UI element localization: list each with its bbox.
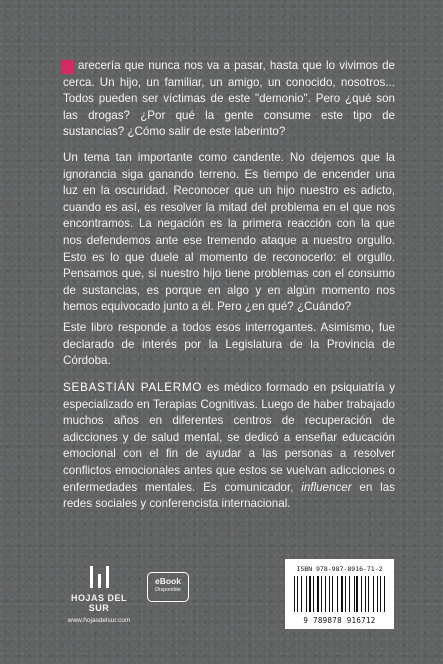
barcode-stripe	[378, 576, 379, 612]
author-bio-influencer: influencer	[301, 480, 352, 494]
barcode-stripe	[337, 576, 338, 612]
author-bio-text-b: en las redes sociales y conferencista internacional.	[63, 480, 395, 511]
barcode-stripe	[302, 576, 304, 612]
barcode-stripe	[363, 576, 364, 612]
isbn-label: ISBN 978-987-8916-71-2	[296, 565, 383, 573]
author-bio-text-a: es médico formado en psiquiatría y especializado en Terapias Cognitivas. Luego de haber trabajado muchos años en diferentes centros de recuperación de adicciones y de salud mental, se dedicó a enseñar educación emocional con el fin de ayudar a las personas a resolver conflictos emocionales antes que estos se vuelvan adicciones o enfermedades mentales. Es comunicador,	[63, 381, 395, 494]
barcode-stripe	[368, 576, 369, 612]
author-name: SEBASTIÁN PALERMO	[63, 381, 203, 394]
body-paragraph-1: Un tema tan importante como candente. No dejemos que la ignorancia siga ganando terreno. Es tiempo de encender una luz en la oscuridad. Reconocer que un hijo nuestro es adicto, cuando es así, es resolver la mitad del problema en el que nos encontramos. La negación es la primera reacción con la que nos defendemos ante ese tremendo ataque a nuestro orgullo. Esto es lo que duele al momento de reconocerlo: el orgullo. Pensamos que, si nuestro hijo tiene problemas con el consumo de sustancias, es porque en algo y en algún momento nos hemos equivocado junto a él. Pero ¿en qué? ¿Cuándo?	[63, 151, 395, 314]
intro-text: arecería que nunca nos va a pasar, hasta que lo vivimos de cerca. Un hijo, un familiar, un amigo, un conocido, nosotros... Todos pueden ser víctimas de este "demonio". Pero ¿qué son las drogas? ¿Por qué la gente consume este tipo de sustancias? ¿Cómo salir de este laberinto?	[63, 59, 395, 139]
barcode-stripe	[386, 576, 387, 612]
barcode-stripe	[315, 576, 316, 612]
barcode-stripe	[319, 576, 320, 612]
author-bio-paragraph	[63, 380, 395, 513]
intro-paragraph	[63, 58, 395, 141]
barcode-stripe	[355, 576, 356, 612]
barcode-stripe	[331, 576, 332, 612]
isbn-barcode	[285, 559, 394, 629]
barcode-stripe	[366, 576, 367, 612]
barcode-stripe	[374, 576, 375, 612]
barcode-stripe	[313, 576, 314, 612]
barcode-number: 9 789878 916712	[303, 616, 376, 625]
ebook-subtitle: Disponible	[155, 587, 181, 593]
barcode-stripe	[327, 576, 328, 612]
barcode-stripe	[356, 576, 357, 612]
barcode-stripe	[361, 576, 362, 612]
ebook-badge	[147, 572, 189, 602]
publisher-logo	[63, 566, 135, 624]
barcode-stripe	[307, 576, 308, 612]
barcode-stripe	[343, 576, 344, 612]
barcode-stripe	[332, 576, 333, 612]
barcode-stripe	[373, 576, 374, 612]
barcode-stripe	[295, 576, 296, 612]
barcode-stripe	[380, 576, 381, 612]
body-paragraph-2: Este libro responde a todos esos interrogantes. Asimismo, fue declarado de interés por la Legislatura de la Provincia de Córdoba.	[63, 321, 395, 368]
barcode-stripe	[321, 576, 322, 612]
barcode-stripe	[301, 576, 302, 612]
publisher-icon	[63, 566, 135, 590]
barcode-stripe	[350, 576, 352, 612]
barcode-stripe	[297, 576, 298, 612]
barcode-stripe	[325, 576, 326, 612]
barcode-bars	[294, 576, 388, 612]
barcode-stripe	[345, 576, 346, 612]
publisher-website: www.hojasdelsur.com	[67, 617, 131, 624]
barcode-stripe	[309, 576, 310, 612]
publisher-name: HOJAS DEL SUR	[70, 593, 127, 613]
barcode-stripe	[339, 576, 340, 612]
barcode-stripe	[384, 576, 385, 612]
dropcap-block	[61, 60, 74, 74]
ebook-title: eBook	[155, 576, 181, 586]
barcode-stripe	[349, 576, 350, 612]
